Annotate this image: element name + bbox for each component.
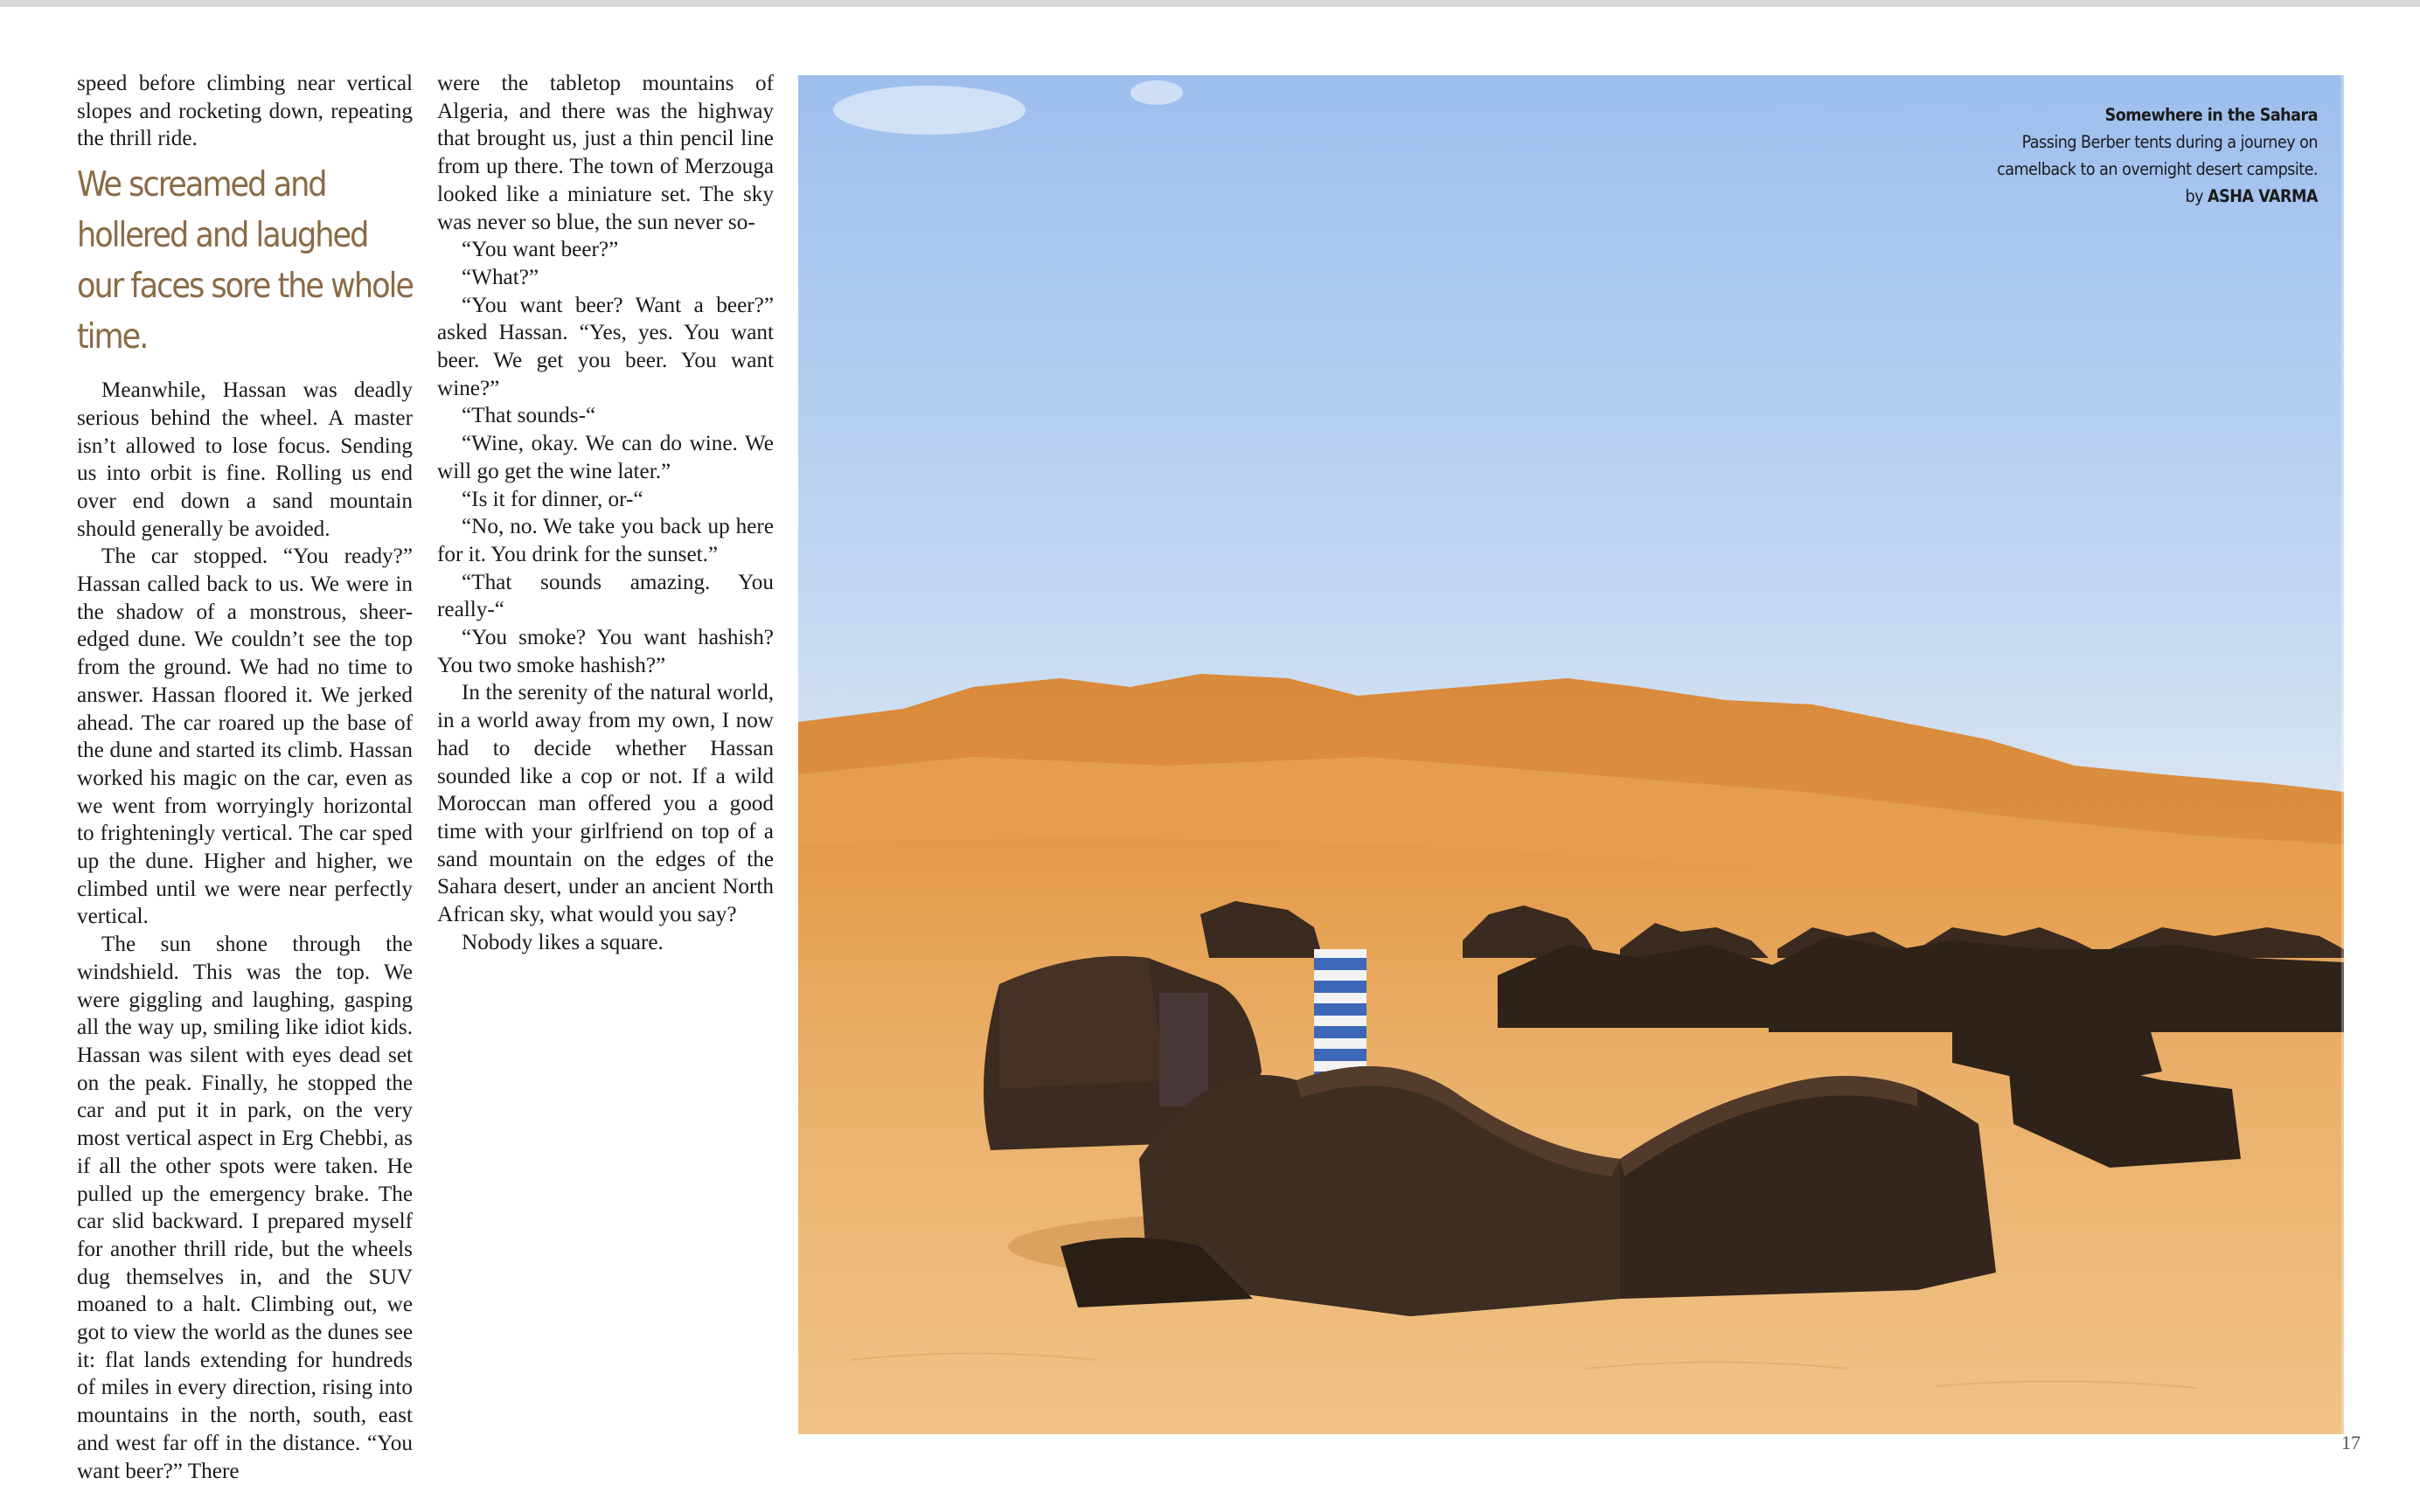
body-paragraph: were the tabletop mountains of Algeria, and there was the highway that brought us, just a thin pencil line from up there. The town of Merzouga looked like a miniature set. The sky was never so blue, the sun never so- [437,72,774,234]
page-number: 17 [2341,1432,2361,1453]
caption-title: Somewhere in the Sahara [2104,105,2318,125]
cloud [1130,80,1183,105]
photo-caption [1997,101,2318,210]
credit-name: ASHA VARMA [2208,186,2318,206]
photo-illustration [798,75,2344,1434]
body-paragraph: The car stopped. “You ready?” Hassan called back to us. We were in the shadow of a monstrous, sheer-edged dune. We couldn’t see the top from the ground. We had no time to answer. Hassan floored it. We jerked ahead. The car roared up the base of the dune and started its climb. Hassan worked his magic on the car, even as we went from worryingly horizontal to frighteningly vertical. The car sped up the dune. Higher and higher, we climbed until we were near perfectly vertical. [77,544,413,929]
article-column-2 [437,70,774,957]
credit-prefix: by [2185,186,2208,206]
dialogue-line: “You want beer?” [462,238,619,262]
body-paragraph: In the serenity of the natural world, in a world away from my own, I now had to decide whether Hassan sounded like a cop or not. If a wild Moroccan man offered you a good time with your girlfriend on top of a sand mountain on the edges of the Sahara desert, under an ancient North African sky, what would you say? [437,681,774,927]
dialogue-line: “That sounds-“ [462,404,596,428]
dialogue-line: “Wine, okay. We can do wine. We will go get the wine later.” [437,432,774,483]
photo-credit [1997,183,2318,210]
dialogue-line: “What?” [462,265,539,289]
dialogue-line: “That sounds amazing. You really-“ [437,570,774,622]
body-paragraph: Meanwhile, Hassan was deadly serious behind the wheel. A master isn’t allowed to lose focus. Sending us into orbit is fine. Rolling us end over end down a sand mountain should generally be avoided. [77,378,413,541]
dialogue-line: “Is it for dinner, or-“ [462,487,643,511]
photo-edge [2341,75,2344,1434]
sahara-camp-photo [798,75,2344,1434]
pull-quote: We screamed and hollered and laughed our faces sore the whole time. [77,165,413,357]
cloud [833,86,1026,135]
dialogue-line: “You smoke? You want hashish? You two smoke hashish?” [437,626,774,677]
body-paragraph: speed before climbing near vertical slopes and rocketing down, repeating the thrill ride. [77,72,413,151]
body-paragraph: Nobody likes a square. [462,930,664,954]
dialogue-line: “No, no. We take you back up here for it. You drink for the sunset.” [437,515,774,566]
page-top-edge [0,0,2420,7]
dialogue-line: “You want beer? Want a beer?” asked Hassan. “Yes, yes. You want beer. We get you beer. You want wine?” [437,293,774,400]
caption-text-line: camelback to an overnight desert campsite. [1997,159,2318,179]
article-column-1 [77,70,413,1485]
body-paragraph: The sun shone through the windshield. This was the top. We were giggling and laughing, gasping all the way up, smiling like idiot kids. Hassan was silent with eyes dead set on the peak. Finally, he stopped the car and put it in park, on the very most vertical aspect in Erg Chebbi, as if all the other spots were taken. He pulled up the emergency brake. The car slid backward. I prepared myself for another thrill ride, but the wheels dug themselves in, and the SUV moaned to a halt. Climbing out, we got to view the world as the dunes see it: flat lands extending for hundreds of miles in every direction, rising into mountains in the north, south, east and west far off in the distance. “You want beer?” There [77,933,413,1483]
caption-text-line: Passing Berber tents during a journey on [2021,132,2318,152]
